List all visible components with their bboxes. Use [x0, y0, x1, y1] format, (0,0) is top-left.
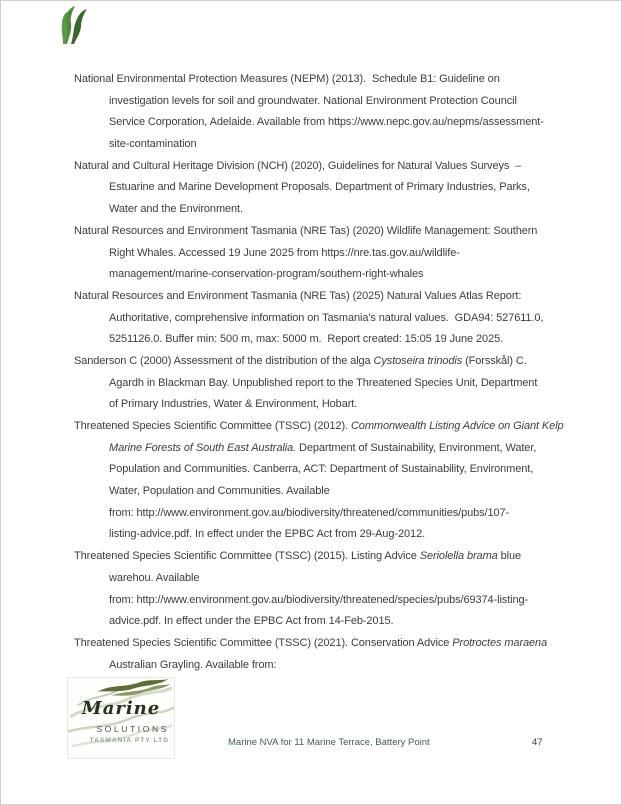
- reference-line: Service Corporation, Adelaide. Available from https://www.nepc.gov.au/nepms/assessment-: [109, 116, 544, 129]
- reference-line: warehou. Available: [109, 571, 200, 584]
- reference-entry: [74, 286, 566, 351]
- reference-line: Right Whales. Accessed 19 June 2025 from https://nre.tas.gov.au/wildlife-: [109, 246, 460, 259]
- reference-line: Threatened Species Scientific Committee (TSSC) (2021). Conservation Advice Protroctes maraena: [74, 636, 548, 649]
- reference-entry: [74, 546, 566, 633]
- reference-line: site-contamination: [109, 138, 197, 151]
- marine-solutions-logo: [67, 677, 175, 759]
- logo-wordmark: Marine: [81, 698, 161, 719]
- reference-entry: [74, 69, 566, 156]
- page-number: 47: [532, 737, 543, 748]
- reference-line: advice.pdf. In effect under the EPBC Act from 14-Feb-2015.: [109, 615, 394, 628]
- reference-line: listing-advice.pdf. In effect under the EPBC Act from 29-Aug-2012.: [109, 528, 426, 541]
- reference-line: Water, Population and Communities. Available: [109, 485, 330, 498]
- reference-line: Population and Communities. Canberra, ACT: Department of Sustainability, Environment,: [109, 463, 534, 476]
- kelp-icon: [59, 5, 89, 45]
- reference-line: of Primary Industries, Water & Environment, Hobart.: [109, 398, 358, 411]
- logo-solutions-label: SOLUTIONS: [96, 724, 169, 734]
- reference-line: 5251126.0. Buffer min: 500 m, max: 5000 m. Report created: 15:05 19 June 2025.: [109, 333, 504, 346]
- reference-line: Natural Resources and Environment Tasmania (NRE Tas) (2025) Natural Values Atlas Report:: [74, 289, 522, 302]
- reference-entry: [74, 633, 566, 676]
- references-list: [74, 69, 566, 676]
- logo-tasmania-label: TASMANIA PTY LTD: [89, 737, 169, 744]
- footer-title: Marine NVA for 11 Marine Terrace, Battery Point: [228, 737, 430, 748]
- reference-line: investigation levels for soil and groundwater. National Environment Protection Council: [109, 94, 517, 107]
- reference-line: Threatened Species Scientific Committee (TSSC) (2012). Commonwealth Listing Advice on Giant Kelp: [74, 420, 564, 432]
- reference-entry: [74, 156, 566, 221]
- reference-line: National Environmental Protection Measures (NEPM) (2013). Schedule B1: Guideline on: [74, 73, 500, 85]
- reference-entry: [74, 416, 566, 546]
- reference-line: Estuarine and Marine Development Proposals. Department of Primary Industries, Parks,: [109, 181, 530, 194]
- reference-line: Threatened Species Scientific Committee (TSSC) (2015). Listing Advice Seriolella brama blue: [74, 550, 522, 563]
- reference-line: from: http://www.environment.gov.au/biodiversity/threatened/communities/pubs/107-: [109, 506, 510, 519]
- reference-entry: [74, 221, 566, 286]
- reference-line: from: http://www.environment.gov.au/biodiversity/threatened/species/pubs/69374-listing-: [109, 593, 529, 606]
- reference-line: Agardh in Blackman Bay. Unpublished report to the Threatened Species Unit, Department: [109, 376, 538, 389]
- reference-line: Australian Grayling. Available from:: [109, 658, 277, 671]
- reference-line: Authoritative, comprehensive information on Tasmania's natural values. GDA94: 527611.0,: [109, 311, 544, 324]
- reference-line: Marine Forests of South East Australia. Department of Sustainability, Environment, Water,: [109, 441, 537, 454]
- reference-line: Sanderson C (2000) Assessment of the distribution of the alga Cystoseira trinodis (Forsskål) C.: [74, 354, 527, 367]
- reference-entry: [74, 351, 566, 416]
- reference-line: Water and the Environment.: [109, 203, 243, 216]
- reference-line: Natural and Cultural Heritage Division (NCH) (2020), Guidelines for Natural Values Surveys –: [74, 159, 522, 172]
- reference-line: Natural Resources and Environment Tasmania (NRE Tas) (2020) Wildlife Management: Southern: [74, 224, 538, 237]
- reference-line: management/marine-conservation-program/southern-right-whales: [109, 268, 424, 281]
